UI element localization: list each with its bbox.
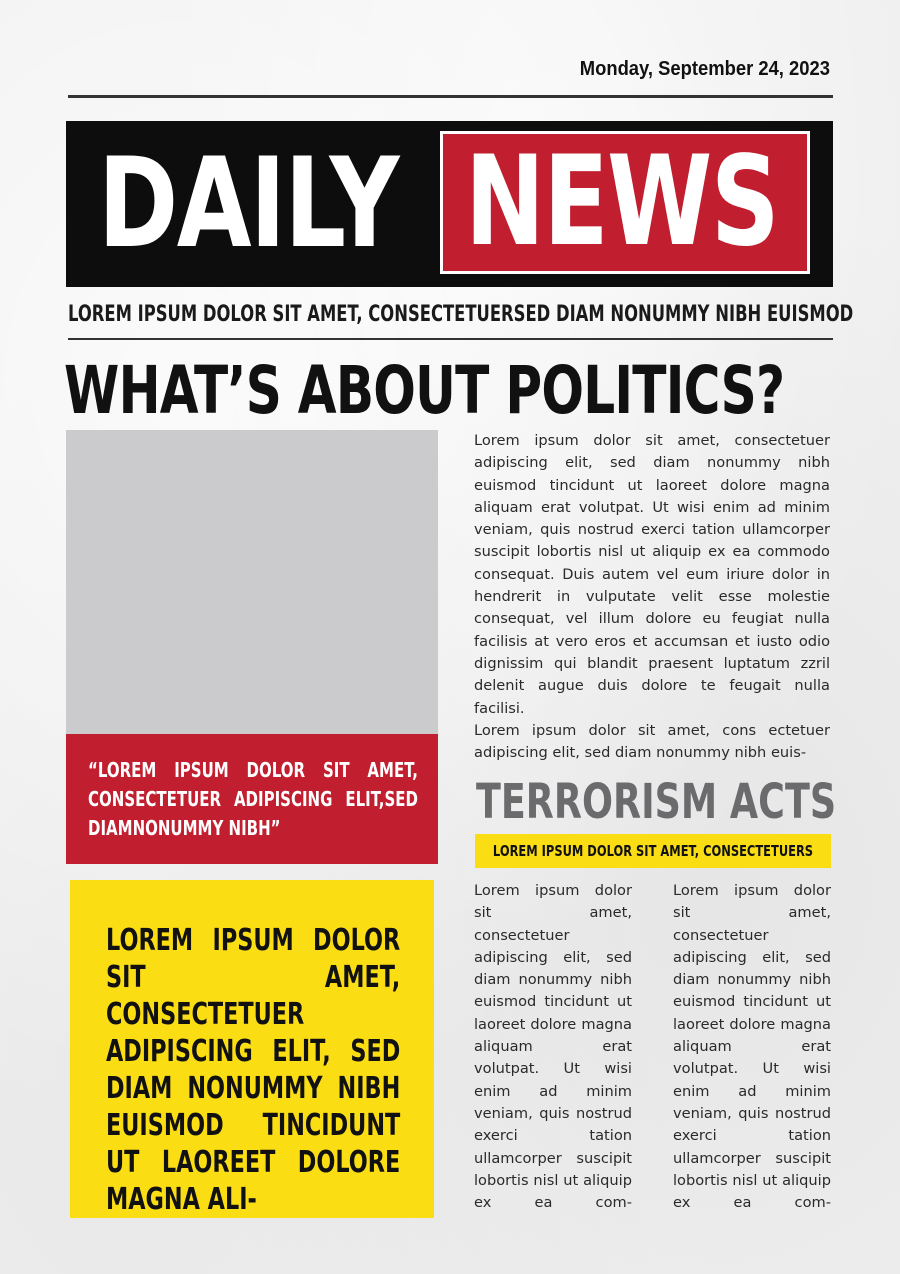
pull-quote: “LOREM IPSUM DOLOR SIT AMET, CONSECTETUER ADIPISCING ELIT,SED DIAMNONUMMY NIBH” — [88, 758, 418, 840]
tagline: LOREM IPSUM DOLOR SIT AMET, CONSECTETUERSED DIAM NONUMMY NIBH EUISMOD — [68, 302, 854, 327]
callout-text: LOREM IPSUM DOLOR SIT AMET, CONSECTETUER ADIPISCING ELIT, SED DIAM NONUMMY NIBH EUISMOD TINCIDUNT UT LAOREET DOLORE MAGNA ALI- — [106, 923, 401, 1217]
masthead-news-box — [440, 131, 810, 274]
tagline-divider — [68, 338, 833, 340]
second-article-column-left: Lorem ipsum dolor sit amet, consectetuer adipiscing elit, sed diam nonummy nibh euismod tincidunt ut laoreet dolore magna aliquam erat volutpat. Ut wisi enim ad minim veniam, quis nostrud exerci tation ullamcorper suscipit lobortis nisl ut aliquip ex ea com- — [474, 882, 632, 1212]
main-article-paragraph-2: Lorem ipsum dolor sit amet, cons ectetuer adipiscing elit, sed diam nonummy nibh euis- — [474, 721, 830, 762]
photo-placeholder — [66, 430, 438, 734]
masthead-news: NEWS — [465, 131, 779, 274]
masthead-daily: DAILY — [98, 132, 398, 276]
second-article-subtitle-bar — [475, 834, 831, 868]
pull-quote-box — [66, 734, 438, 864]
main-article-body — [474, 430, 830, 766]
second-article-title: TERRORISM ACTS — [476, 774, 837, 830]
main-headline: WHAT’S ABOUT POLITICS? — [64, 352, 785, 429]
callout-box — [70, 880, 434, 1218]
masthead — [66, 121, 833, 287]
main-article-paragraph-1: Lorem ipsum dolor sit amet, consectetuer adipiscing elit, sed diam nonummy nibh euismod tincidunt ut laoreet dolore magna aliquam erat volutpat. Ut wisi enim ad minim veniam, quis nostrud exerci tation ullamcorper suscipit lobortis nisl ut aliquip ex ea commodo consequat. Duis autem vel eum iriure dolor in hendrerit in vulputate velit esse molestie consequat, vel illum dolore eu feugiat nulla facilisis at vero eros et accumsan et iusto odio dignissim qui blandit praesent luptatum zzril delenit augue duis dolore te feugait nulla facilisi. — [474, 432, 830, 717]
top-divider — [68, 95, 833, 98]
second-article-subtitle: LOREM IPSUM DOLOR SIT AMET, CONSECTETUERS — [492, 842, 814, 860]
issue-date: Monday, September 24, 2023 — [579, 58, 830, 80]
second-article-column-right: Lorem ipsum dolor sit amet, consectetuer adipiscing elit, sed diam nonummy nibh euismod tincidunt ut laoreet dolore magna aliquam erat volutpat. Ut wisi enim ad minim veniam, quis nostrud exerci tation ullamcorper suscipit lobortis nisl ut aliquip ex ea com- — [673, 882, 831, 1212]
